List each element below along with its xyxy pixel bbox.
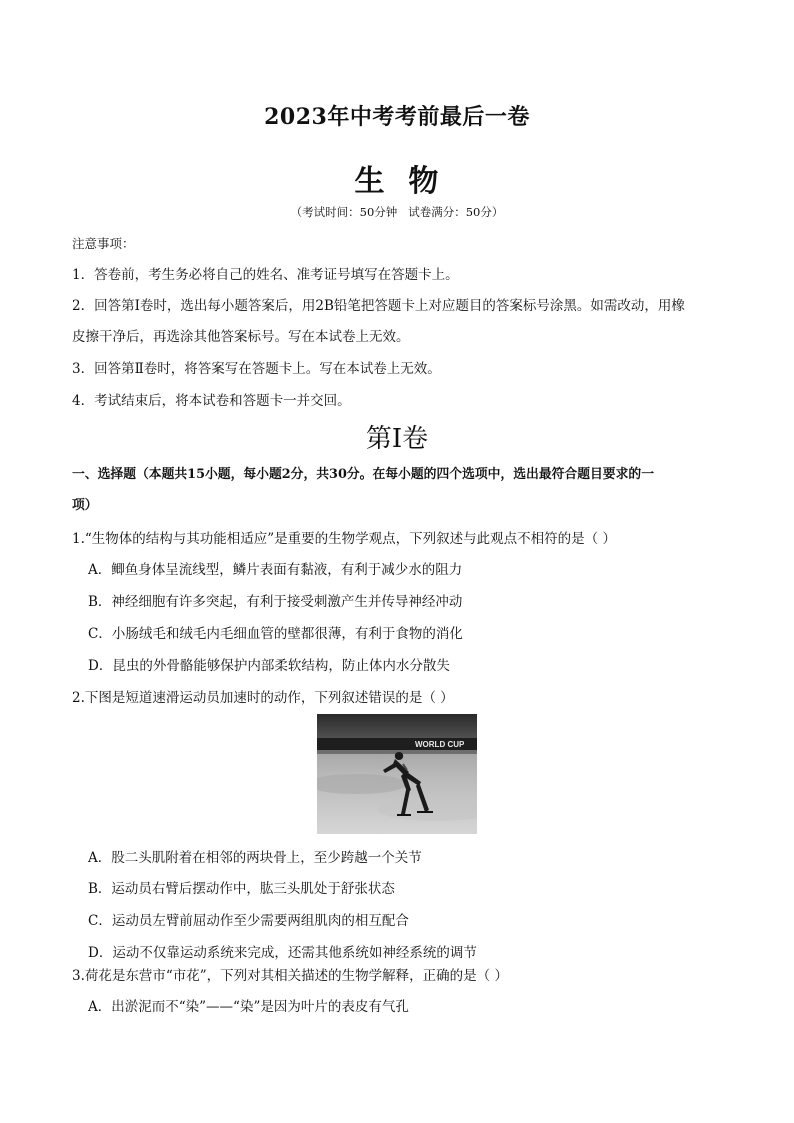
option-d: D．昆虫的外骨骼能够保护内部柔软结构，防止体内水分散失 — [88, 658, 450, 674]
option-a: A．出淤泥而不“染”——“染”是因为叶片的表皮有气孔 — [88, 999, 409, 1015]
question-stem: 1.“生物体的结构与其功能相适应”是重要的生物学观点，下列叙述与此观点不相符的是（ ） — [72, 531, 616, 547]
instruction-line: 一、选择题（本题共15小题，每小题2分，共30分。在每小题的四个选项中，选出最符合题目要求的一 — [72, 467, 654, 482]
option-b: B．神经细胞有许多突起，有利于接受刺激产生并传导神经冲动 — [88, 594, 463, 610]
notice-item: 2．回答第Ⅰ卷时，选出每小题答案后，用2B铅笔把答题卡上对应题目的答案标号涂黑。如需改动，用橡 — [72, 298, 685, 314]
banner-text: WORLD CUP — [415, 740, 465, 749]
question-stem: 2.下图是短道速滑运动员加速时的动作，下列叙述错误的是（ ） — [72, 690, 454, 706]
notice-item: 4．考试结束后，将本试卷和答题卡一并交回。 — [72, 393, 351, 409]
notice-heading: 注意事项： — [72, 236, 135, 251]
exam-title: 2023年中考考前最后一卷 — [264, 104, 530, 130]
question-stem: 3.荷花是东营市“市花”，下列对其相关描述的生物学解释，正确的是（ ） — [72, 968, 508, 984]
subject-title: 生 物 — [354, 164, 440, 199]
section-title: 第Ⅰ卷 — [365, 424, 429, 454]
notice-item: 1．答卷前，考生务必将自己的姓名、准考证号填写在答题卡上。 — [72, 267, 459, 283]
notice-item: 3．回答第Ⅱ卷时，将答案写在答题卡上。写在本试卷上无效。 — [72, 361, 441, 377]
speed-skater-photo — [317, 714, 477, 834]
option-c: C．运动员左臂前屈动作至少需要两组肌肉的相互配合 — [88, 913, 409, 929]
option-a: A．鲫鱼身体呈流线型，鳞片表面有黏液，有利于减少水的阻力 — [88, 562, 463, 578]
exam-info: （考试时间：50分钟 试卷满分：50分） — [290, 205, 504, 219]
option-d: D．运动不仅靠运动系统来完成，还需其他系统如神经系统的调节 — [88, 945, 477, 961]
option-c: C．小肠绒毛和绒毛内毛细血管的壁都很薄，有利于食物的消化 — [88, 626, 463, 642]
option-a: A．股二头肌附着在相邻的两块骨上，至少跨越一个关节 — [88, 850, 422, 866]
notice-item: 皮擦干净后，再选涂其他答案标号。写在本试卷上无效。 — [72, 329, 410, 345]
instruction-line: 项） — [72, 498, 98, 513]
option-b: B．运动员右臂后摆动作中，肱三头肌处于舒张状态 — [88, 881, 395, 897]
